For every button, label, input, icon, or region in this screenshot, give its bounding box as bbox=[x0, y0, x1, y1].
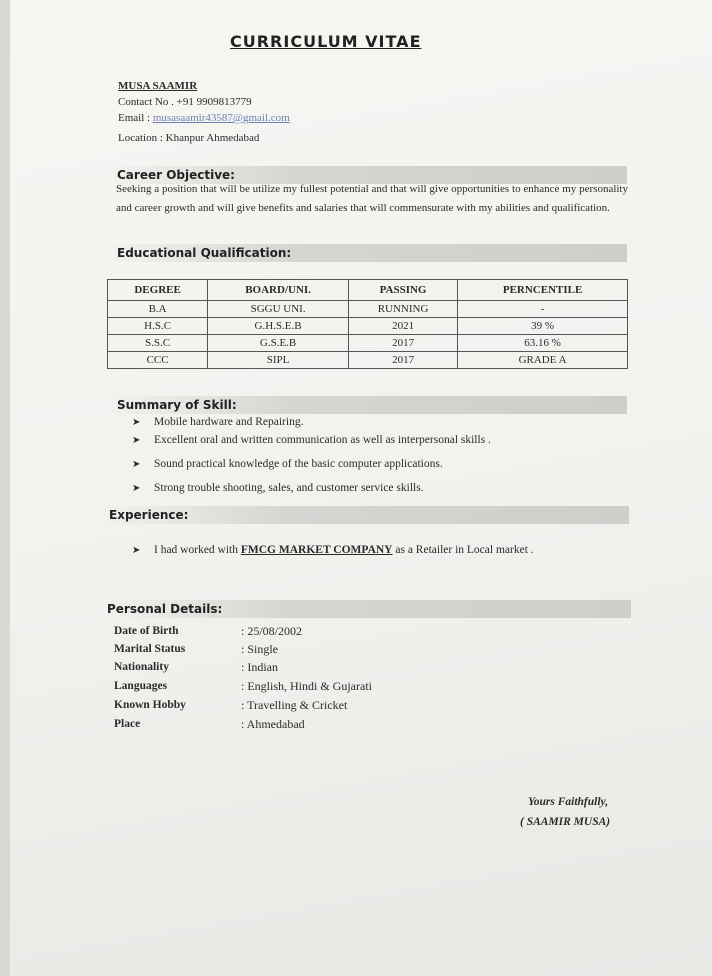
section-career-objective: Career Objective: bbox=[114, 166, 627, 184]
section-education: Educational Qualification: bbox=[114, 244, 627, 262]
list-item bbox=[132, 434, 491, 446]
cell-percentile: 63.16 % bbox=[458, 335, 628, 352]
cell-degree: B.A bbox=[108, 301, 208, 318]
value-place: : Ahmedabad bbox=[241, 717, 305, 731]
table-row bbox=[108, 301, 628, 318]
signature-name: ( SAAMIR MUSA) bbox=[520, 816, 611, 828]
experience-company: FMCG MARKET COMPANY bbox=[240, 544, 393, 556]
section-experience: Experience: bbox=[106, 506, 629, 524]
label-place: Place bbox=[114, 718, 141, 730]
experience-entry bbox=[132, 540, 592, 561]
header-degree: DEGREE bbox=[108, 280, 208, 301]
resume-page bbox=[10, 0, 712, 976]
email-link[interactable]: musasaamir43587@gmail.com bbox=[152, 112, 290, 124]
value-date-of-birth: : 25/08/2002 bbox=[241, 624, 303, 638]
candidate-name: MUSA SAAMIR bbox=[118, 80, 198, 92]
label-nationality: Nationality bbox=[114, 661, 169, 673]
label-known-hobby: Known Hobby bbox=[114, 699, 186, 711]
label-date-of-birth: Date of Birth bbox=[114, 625, 179, 637]
arrow-bullet-icon: ➤ bbox=[132, 417, 141, 428]
career-objective-text: Seeking a position that will be utilize my fullest potential and that will give opportunities to enhance my personality and career growth and will give benefits and salaries that will commensurate with my abilities and qualification. bbox=[116, 183, 628, 214]
cell-board: G.H.S.E.B bbox=[208, 318, 349, 335]
cell-percentile: - bbox=[458, 301, 628, 318]
header-board: BOARD/UNI. bbox=[208, 280, 349, 301]
cell-passing: 2021 bbox=[348, 318, 457, 335]
education-table bbox=[107, 279, 628, 369]
list-item bbox=[132, 416, 303, 428]
arrow-bullet-icon: ➤ bbox=[132, 545, 141, 556]
experience-suffix: as a Retailer in Local market . bbox=[392, 544, 534, 556]
arrow-bullet-icon: ➤ bbox=[132, 459, 141, 470]
skill-text: Mobile hardware and Repairing. bbox=[154, 416, 304, 428]
value-languages: : English, Hindi & Gujarati bbox=[241, 679, 372, 693]
section-personal-details: Personal Details: bbox=[104, 600, 631, 618]
cell-percentile: GRADE A bbox=[458, 352, 628, 369]
cell-board: SIPL bbox=[208, 352, 349, 369]
cell-board: SGGU UNI. bbox=[208, 301, 349, 318]
section-skills: Summary of Skill: bbox=[114, 396, 627, 414]
contact-email bbox=[118, 112, 290, 124]
table-row bbox=[108, 352, 628, 369]
cell-passing: RUNNING bbox=[348, 301, 457, 318]
header-passing: PASSING bbox=[348, 280, 457, 301]
table-row bbox=[108, 318, 628, 335]
cell-board: G.S.E.B bbox=[208, 335, 349, 352]
cell-degree: S.S.C bbox=[108, 335, 208, 352]
label-marital-status: Marital Status bbox=[114, 643, 186, 655]
label-languages: Languages bbox=[114, 680, 168, 692]
value-nationality: : Indian bbox=[241, 660, 278, 674]
skill-text: Excellent oral and written communication as well as interpersonal skills . bbox=[154, 434, 491, 446]
value-known-hobby: : Travelling & Cricket bbox=[241, 698, 348, 712]
header-percentile: PERNCENTILE bbox=[458, 280, 628, 301]
education-header-row bbox=[108, 280, 628, 301]
experience-prefix: I had worked with bbox=[154, 544, 241, 556]
contact-location: Location : Khanpur Ahmedabad bbox=[118, 132, 260, 144]
cell-passing: 2017 bbox=[348, 352, 457, 369]
document-title: CURRICULUM VITAE bbox=[230, 32, 422, 51]
list-item bbox=[132, 482, 424, 494]
value-marital-status: : Single bbox=[241, 642, 279, 656]
contact-phone: Contact No . +91 9909813779 bbox=[118, 96, 252, 108]
cell-degree: H.S.C bbox=[108, 318, 208, 335]
skill-text: Strong trouble shooting, sales, and customer service skills. bbox=[154, 482, 424, 494]
cell-degree: CCC bbox=[108, 352, 208, 369]
cell-passing: 2017 bbox=[348, 335, 457, 352]
arrow-bullet-icon: ➤ bbox=[132, 483, 141, 494]
cell-percentile: 39 % bbox=[458, 318, 628, 335]
table-row bbox=[108, 335, 628, 352]
skill-text: Sound practical knowledge of the basic computer applications. bbox=[154, 458, 443, 470]
email-label: Email : bbox=[118, 112, 153, 124]
arrow-bullet-icon: ➤ bbox=[132, 435, 141, 446]
closing-text: Yours Faithfully, bbox=[528, 796, 609, 808]
list-item bbox=[132, 458, 443, 470]
